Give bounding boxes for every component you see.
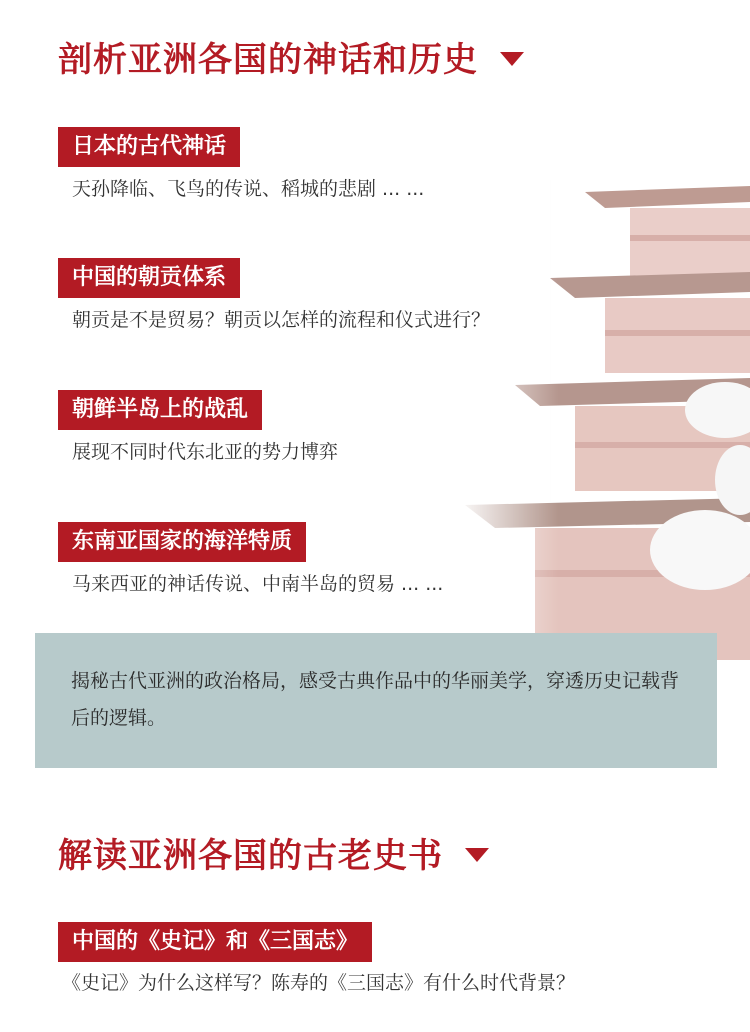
item-desc-china-tribute: 朝贡是不是贸易？朝贡以怎样的流程和仪式进行？ (72, 309, 491, 331)
summary-box (35, 633, 717, 768)
item-tag-southeast-asia: 东南亚国家的海洋特质 (58, 522, 306, 562)
section-title-text: 解读亚洲各国的古老史书 (58, 836, 443, 876)
item-desc-shiji-sanguozhi: 《史记》为什么这样写？陈寿的《三国志》有什么时代背景？ (62, 972, 576, 994)
section-title-ancient-histories (58, 834, 489, 878)
section-title-myths-history (58, 38, 524, 82)
summary-text: 揭秘古代亚洲的政治格局，感受古典作品中的华丽美学，穿透历史记载背后的逻辑。 (71, 670, 680, 729)
item-desc-japan-myths: 天孙降临、飞鸟的传说、稻城的悲剧 ... ... (72, 178, 425, 200)
item-tag-japan-myths: 日本的古代神话 (58, 127, 240, 167)
section-title-text: 剖析亚洲各国的神话和历史 (58, 40, 478, 80)
pagoda-illustration (455, 180, 750, 660)
triangle-down-icon (500, 52, 524, 66)
item-tag-korea-wars: 朝鲜半岛上的战乱 (58, 390, 262, 430)
triangle-down-icon (465, 848, 489, 862)
item-desc-korea-wars: 展现不同时代东北亚的势力博弈 (72, 441, 339, 463)
item-desc-southeast-asia: 马来西亚的神话传说、中南半岛的贸易 ... ... (72, 573, 444, 595)
item-tag-china-tribute: 中国的朝贡体系 (58, 258, 240, 298)
item-tag-shiji-sanguozhi: 中国的《史记》和《三国志》 (58, 922, 372, 962)
